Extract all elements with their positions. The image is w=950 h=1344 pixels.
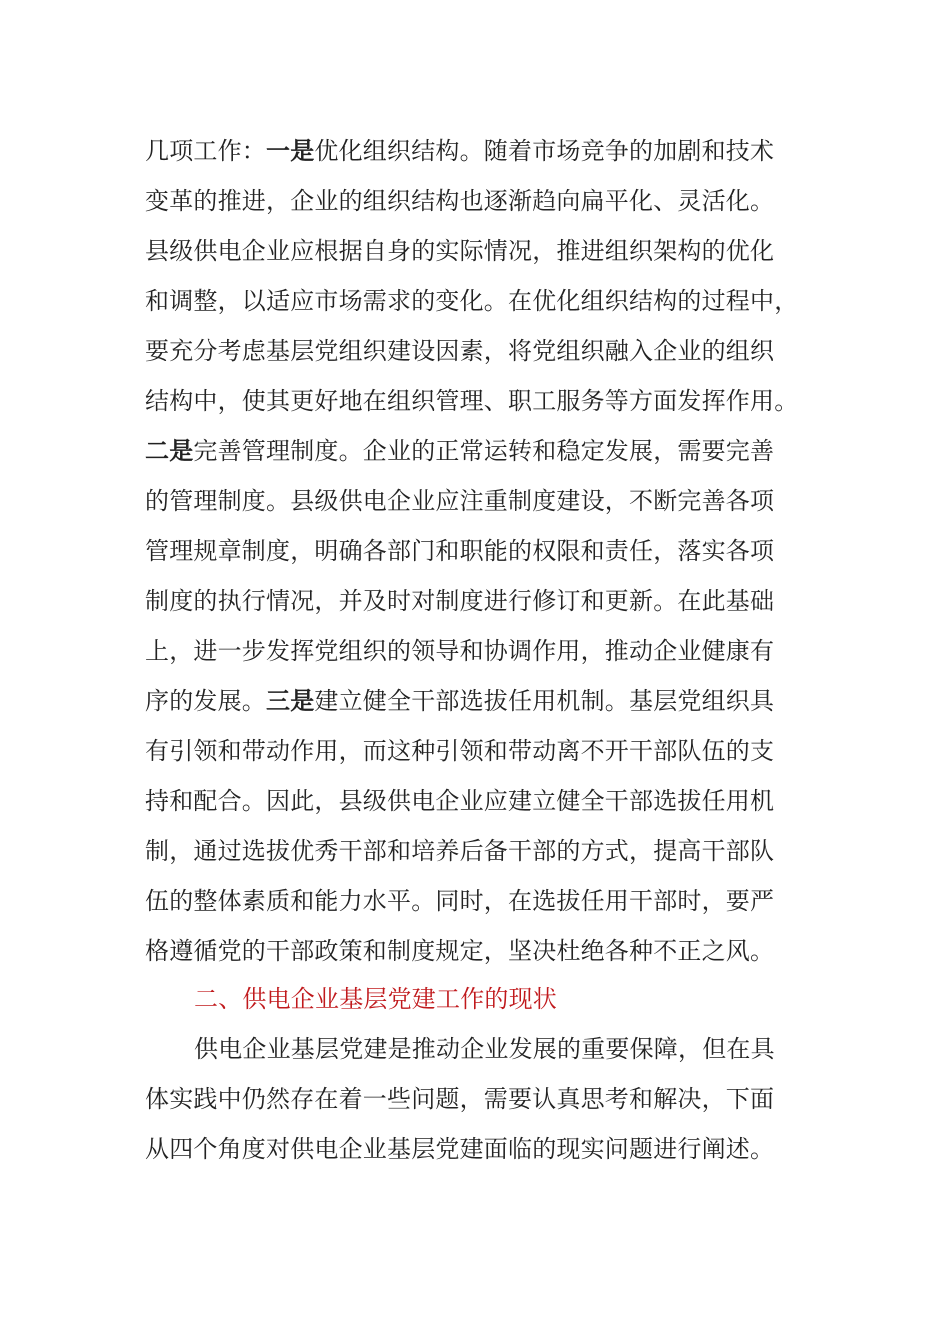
- paragraph-1-line-6: [145, 386, 805, 416]
- section-heading: 二、供电企业基层党建工作的现状: [194, 985, 557, 1013]
- text-segment: 管理规章制度，明确各部门和职能的权限和责任，落实各项: [145, 537, 775, 565]
- text-segment: 持和配合。因此，县级供电企业应建立健全干部选拔任用机: [145, 787, 775, 815]
- paragraph-1-line-4: [145, 286, 805, 316]
- paragraph-1-line-11: [145, 636, 805, 666]
- text-segment: 优化组织结构。随着市场竞争的加剧和技术: [314, 137, 775, 165]
- bold-marker-third: 三是: [266, 687, 315, 715]
- text-segment: 制，通过选拔优秀干部和培养后备干部的方式，提高干部队: [145, 837, 775, 865]
- bold-marker-second: 二是: [145, 437, 194, 465]
- paragraph-1-line-2: [145, 186, 805, 216]
- text-segment: 和调整，以适应市场需求的变化。在优化组织结构的过程中，: [145, 287, 799, 315]
- paragraph-1-line-12: [145, 686, 805, 716]
- text-segment: 的管理制度。县级供电企业应注重制度建设，不断完善各项: [145, 487, 775, 515]
- text-segment: 县级供电企业应根据自身的实际情况，推进组织架构的优化: [145, 237, 775, 265]
- text-segment: 要充分考虑基层党组织建设因素，将党组织融入企业的组织: [145, 337, 775, 365]
- paragraph-2-line-1: 供电企业基层党建是推动企业发展的重要保障，但在具: [194, 1035, 775, 1063]
- paragraph-2-line-2: 体实践中仍然存在着一些问题，需要认真思考和解决，下面: [145, 1085, 775, 1113]
- paragraph-2-line-3: 从四个角度对供电企业基层党建面临的现实问题进行阐述。: [145, 1135, 775, 1163]
- text-segment: 伍的整体素质和能力水平。同时，在选拔任用干部时，要严: [145, 887, 775, 915]
- paragraph-1-line-17: [145, 936, 805, 966]
- text-segment: 建立健全干部选拔任用机制。基层党组织具: [314, 687, 775, 715]
- text-segment: 格遵循党的干部政策和制度规定，坚决杜绝各种不正之风。: [145, 937, 775, 965]
- paragraph-1-line-5: [145, 336, 805, 366]
- text-segment: 序的发展。: [145, 687, 266, 715]
- paragraph-1-line-10: [145, 586, 805, 616]
- paragraph-1-line-3: [145, 236, 805, 266]
- text-segment: 制度的执行情况，并及时对制度进行修订和更新。在此基础: [145, 587, 775, 615]
- paragraph-1-line-8: [145, 486, 805, 516]
- paragraph-1-line-7: [145, 436, 805, 466]
- text-segment: 变革的推进，企业的组织结构也逐渐趋向扁平化、灵活化。: [145, 187, 775, 215]
- text-segment: 上，进一步发挥党组织的领导和协调作用，推动企业健康有: [145, 637, 775, 665]
- paragraph-1-line-1: [145, 136, 805, 166]
- paragraph-1-line-14: [145, 786, 805, 816]
- paragraph-1-line-9: [145, 536, 805, 566]
- paragraph-1-line-16: [145, 886, 805, 916]
- text-segment: 有引领和带动作用，而这种引领和带动离不开干部队伍的支: [145, 737, 775, 765]
- text-segment: 完善管理制度。企业的正常运转和稳定发展，需要完善: [193, 437, 775, 465]
- text-segment: 结构中，使其更好地在组织管理、职工服务等方面发挥作用。: [145, 387, 799, 415]
- bold-marker-first: 一是: [266, 137, 315, 165]
- text-segment: 几项工作：: [145, 137, 266, 165]
- paragraph-1-line-13: [145, 736, 805, 766]
- paragraph-1-line-15: [145, 836, 805, 866]
